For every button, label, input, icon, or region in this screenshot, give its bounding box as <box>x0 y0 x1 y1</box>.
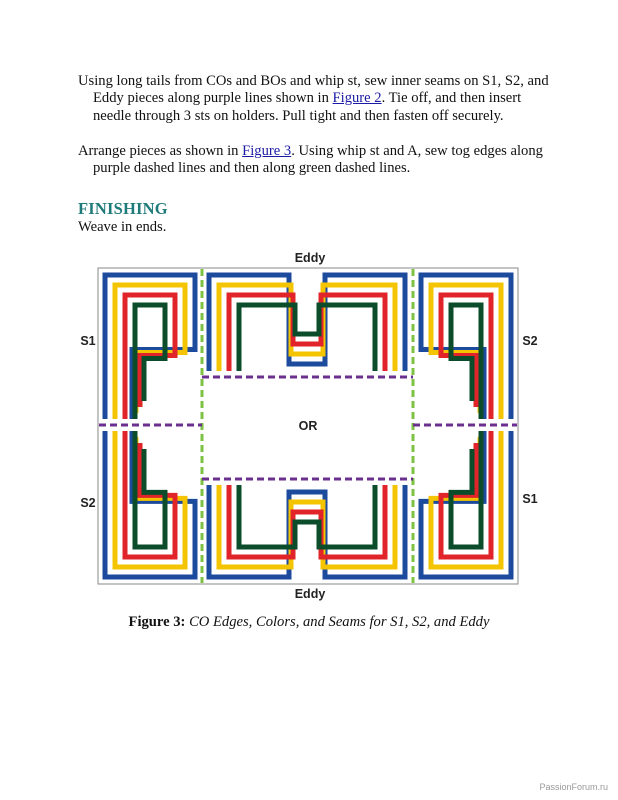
figure-3-diagram <box>70 245 550 610</box>
meander-top-eddy-band-3 <box>239 305 375 371</box>
label-bottom-eddy: Eddy <box>294 587 326 601</box>
figure-2-link[interactable]: Figure 2 <box>332 90 382 107</box>
label-right-bottom-s1: S1 <box>522 492 538 506</box>
paragraph-1-text-end: . Tie off, and then insert needle through 3 sts on holders. Pull tight and then fasten off securely. <box>93 90 522 124</box>
instruction-paragraph-2 <box>78 143 555 178</box>
paragraph-2-text: Arrange pieces as shown in <box>78 143 243 159</box>
finishing-text: Weave in ends. <box>78 219 167 235</box>
caption-label: Figure 3: <box>128 614 186 630</box>
label-left-top-s1: S1 <box>80 334 96 348</box>
paragraph-2-text-end: . Using whip st and A, sew tog edges along purple dashed lines and then along green dashed lines. <box>93 143 543 177</box>
instruction-paragraph-1 <box>78 73 555 125</box>
finishing-heading: FINISHING <box>78 199 168 218</box>
label-left-bottom-s2: S2 <box>80 496 96 510</box>
label-right-top-s2: S2 <box>522 334 538 348</box>
label-center-or: OR <box>298 419 318 433</box>
paragraph-1-text: Using long tails from COs and BOs and whip st, sew inner seams on S1, S2, and Eddy pieces along purple lines shown in <box>78 73 549 107</box>
figure-caption <box>0 614 618 631</box>
watermark: PassionForum.ru <box>539 782 608 792</box>
caption-text: CO Edges, Colors, and Seams for S1, S2, and Eddy <box>185 614 490 630</box>
meander-top-eddy-band-1 <box>219 285 395 371</box>
figure-3-link[interactable]: Figure 3 <box>242 143 292 159</box>
label-top-eddy: Eddy <box>294 251 326 265</box>
